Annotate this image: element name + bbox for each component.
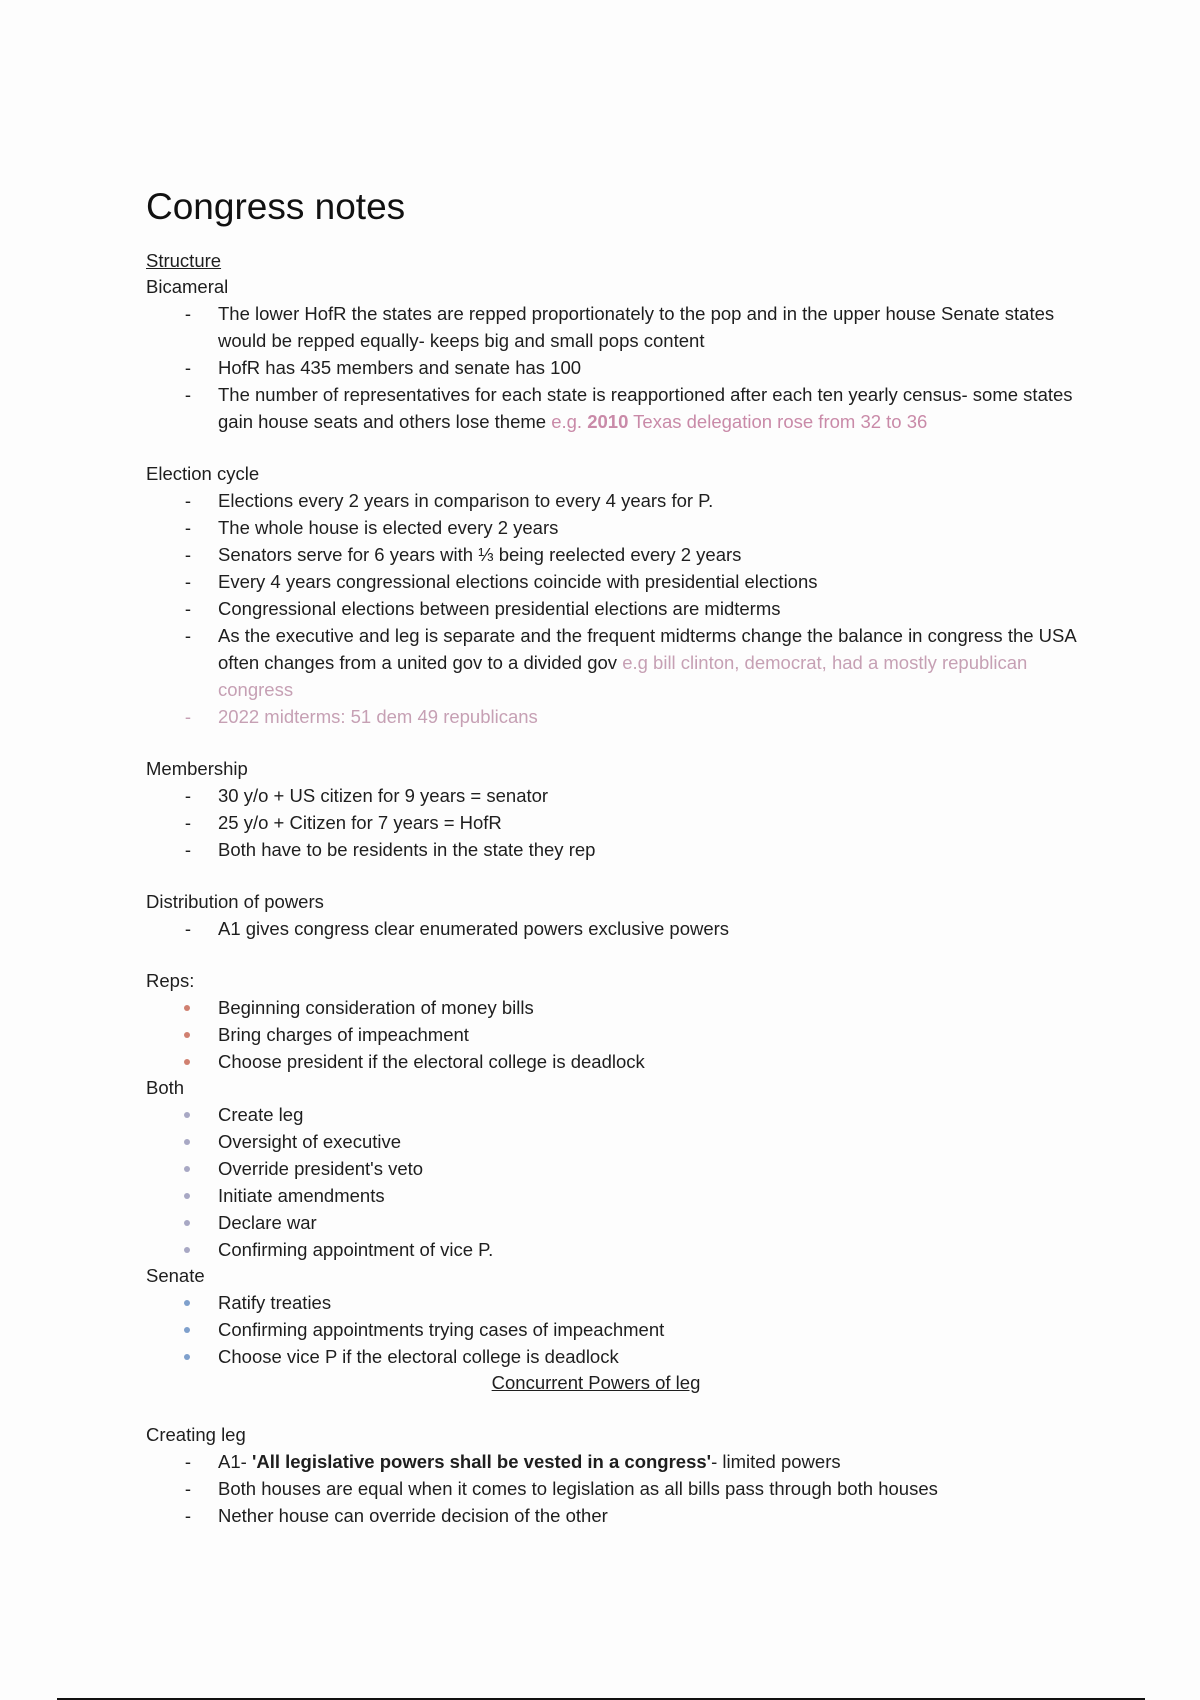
list-item: Initiate amendments bbox=[146, 1182, 1086, 1209]
both-list bbox=[146, 1101, 1086, 1263]
dot-bullet-icon bbox=[184, 1112, 190, 1118]
list-item: - The number of representatives for each state is reapportioned after each ten yearly census- some states gain house seats and others lose theme e.g. 2010 Texas delegation rose from 32 to 36 bbox=[146, 381, 1086, 435]
section-heading-distribution: Distribution of powers bbox=[146, 891, 324, 912]
list-item: - HofR has 435 members and senate has 100 bbox=[146, 354, 1086, 381]
dash-bullet-icon bbox=[182, 541, 194, 568]
list-item: - Nether house can override decision of the other bbox=[146, 1502, 1086, 1529]
dot-bullet-icon bbox=[184, 1354, 190, 1360]
dot-bullet-icon bbox=[184, 1220, 190, 1226]
example-note: e.g. 2010 Texas delegation rose from 32 to 36 bbox=[551, 411, 928, 432]
dash-bullet-icon bbox=[182, 836, 194, 863]
list-item: Ratify treaties bbox=[146, 1289, 1086, 1316]
dot-bullet-icon bbox=[184, 1247, 190, 1253]
membership-list bbox=[146, 782, 1086, 863]
list-item: - Both houses are equal when it comes to legislation as all bills pass through both houses bbox=[146, 1475, 1086, 1502]
distribution-list bbox=[146, 915, 1086, 942]
dash-bullet-icon bbox=[182, 300, 194, 327]
dash-bullet-icon bbox=[182, 703, 194, 730]
list-item: Bring charges of impeachment bbox=[146, 1021, 1086, 1048]
dash-bullet-icon bbox=[182, 595, 194, 622]
senate-list bbox=[146, 1289, 1086, 1370]
example-note: e.g bill clinton, democrat, had a mostly republican congress bbox=[218, 652, 1028, 700]
dot-bullet-icon bbox=[184, 1327, 190, 1333]
dot-bullet-icon bbox=[184, 1166, 190, 1172]
list-item: Beginning consideration of money bills bbox=[146, 994, 1086, 1021]
dot-bullet-icon bbox=[184, 1300, 190, 1306]
dot-bullet-icon bbox=[184, 1139, 190, 1145]
list-item: Create leg bbox=[146, 1101, 1086, 1128]
reps-list bbox=[146, 994, 1086, 1075]
dash-bullet-icon bbox=[182, 1502, 194, 1529]
list-item: - As the executive and leg is separate and the frequent midterms change the balance in congress the USA often changes from a united gov to a divided gov e.g bill clinton, democrat, had a mostly republican congress bbox=[146, 622, 1086, 703]
section-heading-structure: Structure bbox=[146, 250, 222, 271]
list-item: Confirming appointments trying cases of impeachment bbox=[146, 1316, 1086, 1343]
concurrent-powers-title: Concurrent Powers of leg bbox=[491, 1372, 701, 1393]
section-heading-membership: Membership bbox=[146, 758, 248, 779]
list-item: - The lower HofR the states are repped proportionately to the pop and in the upper house Senate states would be repped equally- keeps big and small pops content bbox=[146, 300, 1086, 354]
list-item: - The whole house is elected every 2 years bbox=[146, 514, 1086, 541]
list-item: - 25 y/o + Citizen for 7 years = HofR bbox=[146, 809, 1086, 836]
list-item: Override president's veto bbox=[146, 1155, 1086, 1182]
dash-bullet-icon bbox=[182, 782, 194, 809]
dash-bullet-icon bbox=[182, 514, 194, 541]
dash-bullet-icon bbox=[182, 568, 194, 595]
list-item: - Elections every 2 years in comparison to every 4 years for P. bbox=[146, 487, 1086, 514]
section-heading-creating-leg: Creating leg bbox=[146, 1424, 246, 1445]
dash-bullet-icon bbox=[182, 622, 194, 649]
structure-list bbox=[146, 300, 1086, 435]
dash-bullet-icon bbox=[182, 1475, 194, 1502]
list-item: Confirming appointment of vice P. bbox=[146, 1236, 1086, 1263]
section-heading-reps: Reps: bbox=[146, 970, 195, 991]
dash-bullet-icon bbox=[182, 381, 194, 408]
list-item: Choose vice P if the electoral college is deadlock bbox=[146, 1343, 1086, 1370]
creating-leg-list bbox=[146, 1448, 1086, 1529]
election-cycle-list bbox=[146, 487, 1086, 730]
dash-bullet-icon bbox=[182, 1448, 194, 1475]
dash-bullet-icon bbox=[182, 354, 194, 381]
dot-bullet-icon bbox=[184, 1032, 190, 1038]
section-heading-election-cycle: Election cycle bbox=[146, 463, 260, 484]
list-item: - 2022 midterms: 51 dem 49 republicans bbox=[146, 703, 1086, 730]
list-item: - Both have to be residents in the state they rep bbox=[146, 836, 1086, 863]
list-item: - A1- 'All legislative powers shall be vested in a congress'- limited powers bbox=[146, 1448, 1086, 1475]
list-item: Declare war bbox=[146, 1209, 1086, 1236]
list-item: - 30 y/o + US citizen for 9 years = senator bbox=[146, 782, 1086, 809]
dash-bullet-icon bbox=[182, 915, 194, 942]
dash-bullet-icon bbox=[182, 487, 194, 514]
list-item: - Congressional elections between presidential elections are midterms bbox=[146, 595, 1086, 622]
dash-bullet-icon bbox=[182, 809, 194, 836]
dot-bullet-icon bbox=[184, 1193, 190, 1199]
dot-bullet-icon bbox=[184, 1059, 190, 1065]
subheading-bicameral: Bicameral bbox=[146, 276, 229, 297]
page-title: Congress notes bbox=[146, 186, 406, 227]
list-item: - Every 4 years congressional elections coincide with presidential elections bbox=[146, 568, 1086, 595]
list-item: Oversight of executive bbox=[146, 1128, 1086, 1155]
section-heading-both: Both bbox=[146, 1077, 185, 1098]
section-heading-senate: Senate bbox=[146, 1265, 205, 1286]
list-item: - Senators serve for 6 years with ⅓ being reelected every 2 years bbox=[146, 541, 1086, 568]
list-item: Choose president if the electoral college is deadlock bbox=[146, 1048, 1086, 1075]
document-page bbox=[146, 184, 1086, 1529]
quote: 'All legislative powers shall be vested in a congress' bbox=[251, 1451, 712, 1472]
dot-bullet-icon bbox=[184, 1005, 190, 1011]
list-item: - A1 gives congress clear enumerated powers exclusive powers bbox=[146, 915, 1086, 942]
